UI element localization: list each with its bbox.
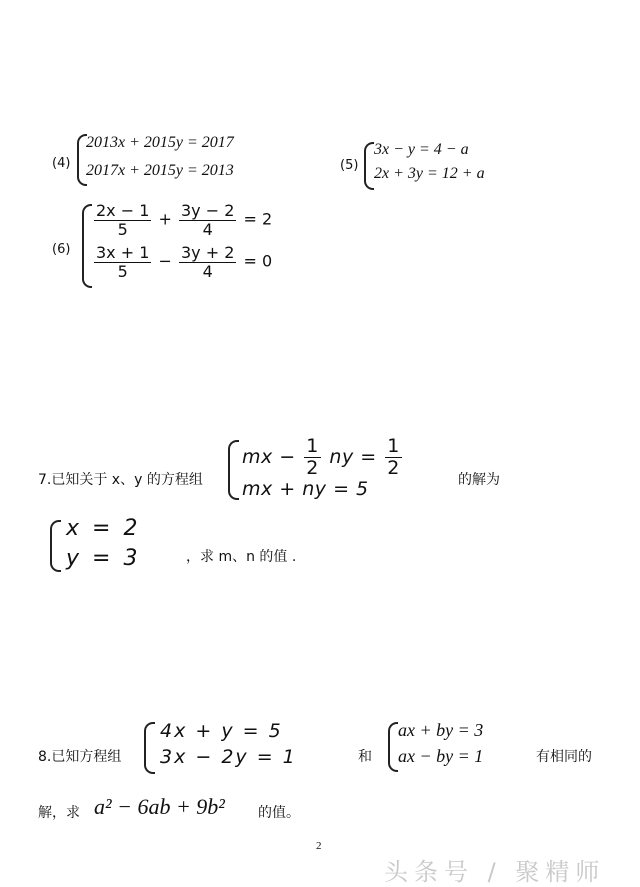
p6-eq1-frac1-num: 2x − 1 [96,201,150,220]
problem-8-suffix: 有相同的 [536,749,592,765]
p6-eq2-frac2-den: 4 [202,261,213,281]
p7-eq1-mid: ny = [329,445,377,468]
p7-eq1-rhs-num: 1 [387,435,400,457]
problem-7-sol2: y = 3 [66,546,141,571]
problem-8-prefix: 8.已知方程组 [38,749,122,765]
problem-8-sys2-brace [388,722,398,772]
problem-6-brace [82,204,92,288]
problem-8-line2-prefix: 解，求 [38,805,80,821]
p6-eq1-frac2-num: 3y − 2 [181,201,235,220]
problem-8 [36,716,616,826]
problem-8-line2-suffix: 的值。 [258,805,300,821]
watermark: 头条号 / 聚精师 [384,858,606,886]
problem-4-eq2: 2017x + 2015y = 2013 [86,162,234,179]
problem-8-expression: a² − 6ab + 9b² [94,794,225,819]
problem-6 [40,198,340,290]
p6-eq2-frac2-num: 3y + 2 [181,243,235,262]
p7-eq1-frac-den: 2 [306,456,319,479]
problem-7-ask: ，求 m、n 的值 . [186,549,297,565]
problem-7-suffix: 的解为 [458,472,500,488]
p6-eq2-frac1-num: 3x + 1 [96,243,150,262]
p7-eq1-lhs: mx − [242,445,296,468]
page-number: 2 [316,840,322,852]
problem-5-label: (5) [340,158,359,173]
p6-eq2-frac1-den: 5 [117,261,128,281]
p6-eq1-op: + [158,209,172,229]
problem-6-eq2 [92,244,272,280]
problem-8-sys1-eq1: 4x + y = 5 [160,720,283,742]
problem-4-label: (4) [52,156,71,171]
problem-7-prefix: 7.已知关于 x、y 的方程组 [38,472,203,488]
problem-5-eq2: 2x + 3y = 12 + a [374,165,485,182]
problem-7-sol1: x = 2 [66,516,141,541]
problem-8-connector: 和 [358,749,372,765]
p7-eq1-frac-num: 1 [306,435,319,457]
p6-eq2-op: − [158,251,172,271]
problem-6-eq1 [92,202,272,238]
problem-7-brace [228,440,239,500]
p6-eq1-rhs: = 2 [243,209,273,229]
problem-7 [36,436,596,576]
problem-7-eq2: mx + ny = 5 [242,478,369,500]
problem-4 [40,130,270,186]
p6-eq1-frac1-den: 5 [117,219,128,239]
problem-7-solution-brace [50,520,61,572]
p7-eq1-rhs-den: 2 [387,456,400,479]
p6-eq1-frac2-den: 4 [202,219,213,239]
problem-7-eq1 [242,436,404,479]
problem-4-eq1: 2013x + 2015y = 2017 [86,134,234,151]
p6-eq2-rhs: = 0 [243,251,273,271]
problem-6-label: (6) [52,242,71,257]
problem-8-sys1-eq2: 3x − 2y = 1 [160,746,297,768]
problem-5-brace [364,142,374,190]
problem-8-sys2-eq1: ax + by = 3 [398,720,484,740]
problem-8-sys1-brace [144,722,155,774]
problem-5 [338,138,558,190]
problem-8-sys2-eq2: ax − by = 1 [398,746,484,766]
problem-5-eq1: 3x − y = 4 − a [374,141,469,158]
